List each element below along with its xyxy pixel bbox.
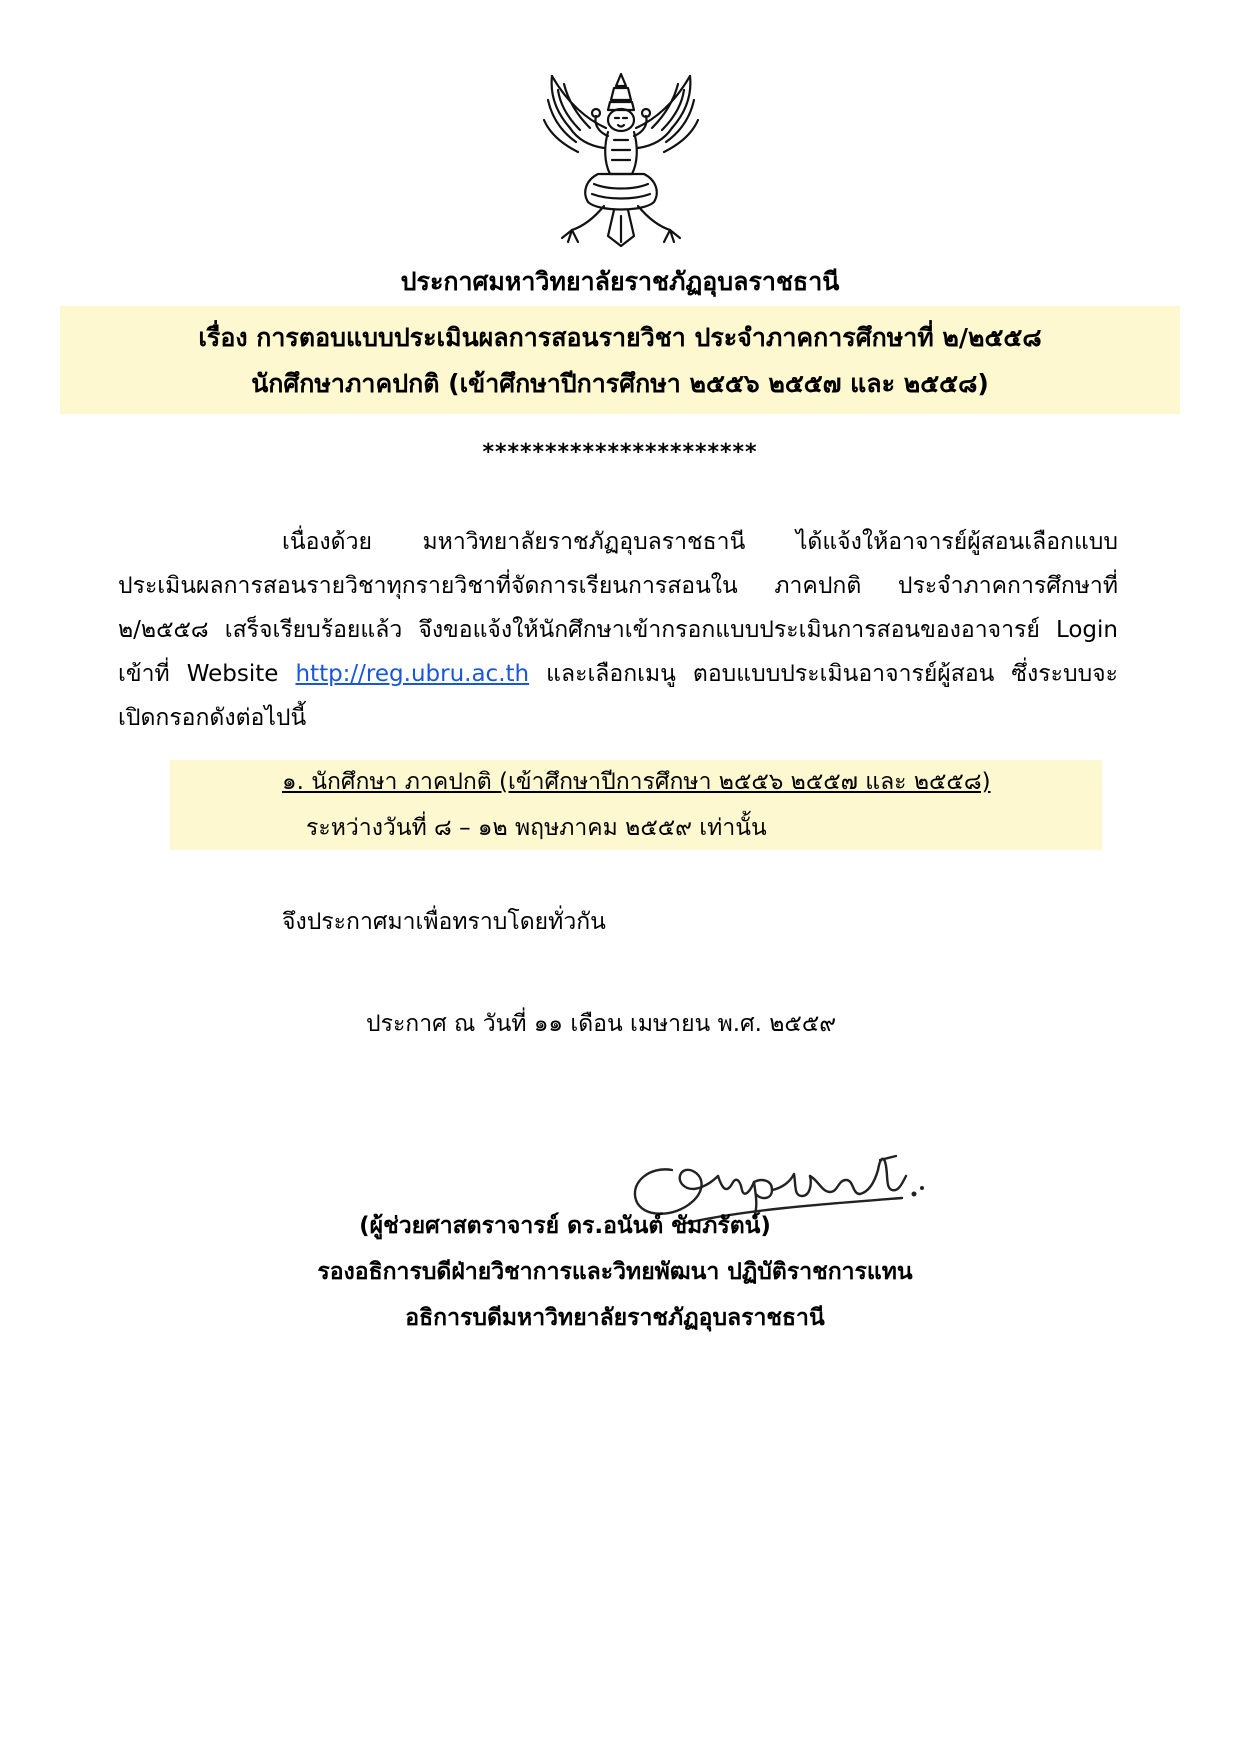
announcement-heading: ประกาศมหาวิทยาลัยราชภัฏอุบลราชธานี xyxy=(400,267,840,296)
body-line-4 xyxy=(118,652,1118,696)
body-line-4-post: และเลือกเมนู ตอบแบบประเมินอาจารย์ผู้สอน ซึ่งระบบจะ xyxy=(529,661,1118,687)
signatory-name: (ผู้ช่วยศาสตราจารย์ ดร.อนันต์ ขัมภรัตน์) xyxy=(359,1213,771,1239)
subject-line-1: เรื่อง การตอบแบบประเมินผลการสอนรายวิชา ประจำภาคการศึกษาที่ ๒/๒๕๕๘ xyxy=(198,323,1042,352)
body-line-4-pre: เข้าที่ Website xyxy=(118,661,296,687)
schedule-item-1-dates: ระหว่างวันที่ ๘ – ๑๒ พฤษภาคม ๒๕๕๙ เท่านั้น xyxy=(306,815,767,841)
signatory-position-1: รองอธิการบดีฝ่ายวิชาการและวิทยพัฒนา ปฏิบัติราชการแทน xyxy=(317,1259,913,1285)
body-line-1: เนื่องด้วย มหาวิทยาลัยราชภัฏอุบลราชธานี ได้แจ้งให้อาจารย์ผู้สอนเลือกแบบ xyxy=(282,529,1118,555)
closing-text: จึงประกาศมาเพื่อทราบโดยทั่วกัน xyxy=(282,909,606,935)
schedule-highlight-box xyxy=(170,760,1102,850)
subject-line-2: นักศึกษาภาคปกติ (เข้าศึกษาปีการศึกษา ๒๕๕๖ ๒๕๕๗ และ ๒๕๕๘) xyxy=(251,369,989,398)
body-line-3: ๒/๒๕๕๘ เสร็จเรียบร้อยแล้ว จึงขอแจ้งให้นักศึกษาเข้ากรอกแบบประเมินการสอนของอาจารย์ Login xyxy=(118,617,1118,643)
schedule-item-1: ๑. นักศึกษา ภาคปกติ (เข้าศึกษาปีการศึกษา ๒๕๕๖ ๒๕๕๗ และ ๒๕๕๘) xyxy=(282,769,991,795)
body-line-2: ประเมินผลการสอนรายวิชาทุกรายวิชาที่จัดการเรียนการสอนใน ภาคปกติ ประจำภาคการศึกษาที่ xyxy=(118,573,1118,599)
subject-highlight-box xyxy=(60,306,1180,414)
garuda-emblem-icon xyxy=(538,70,704,252)
body-paragraph xyxy=(118,520,1118,740)
signatory-position-2: อธิการบดีมหาวิทยาลัยราชภัฏอุบลราชธานี xyxy=(405,1305,825,1331)
date-line: ประกาศ ณ วันที่ ๑๑ เดือน เมษายน พ.ศ. ๒๕๕๙ xyxy=(366,1011,837,1037)
registration-link[interactable]: http://reg.ubru.ac.th xyxy=(295,661,530,687)
separator: ********************** xyxy=(482,440,758,465)
body-line-5: เปิดกรอกดังต่อไปนี้ xyxy=(118,705,307,731)
